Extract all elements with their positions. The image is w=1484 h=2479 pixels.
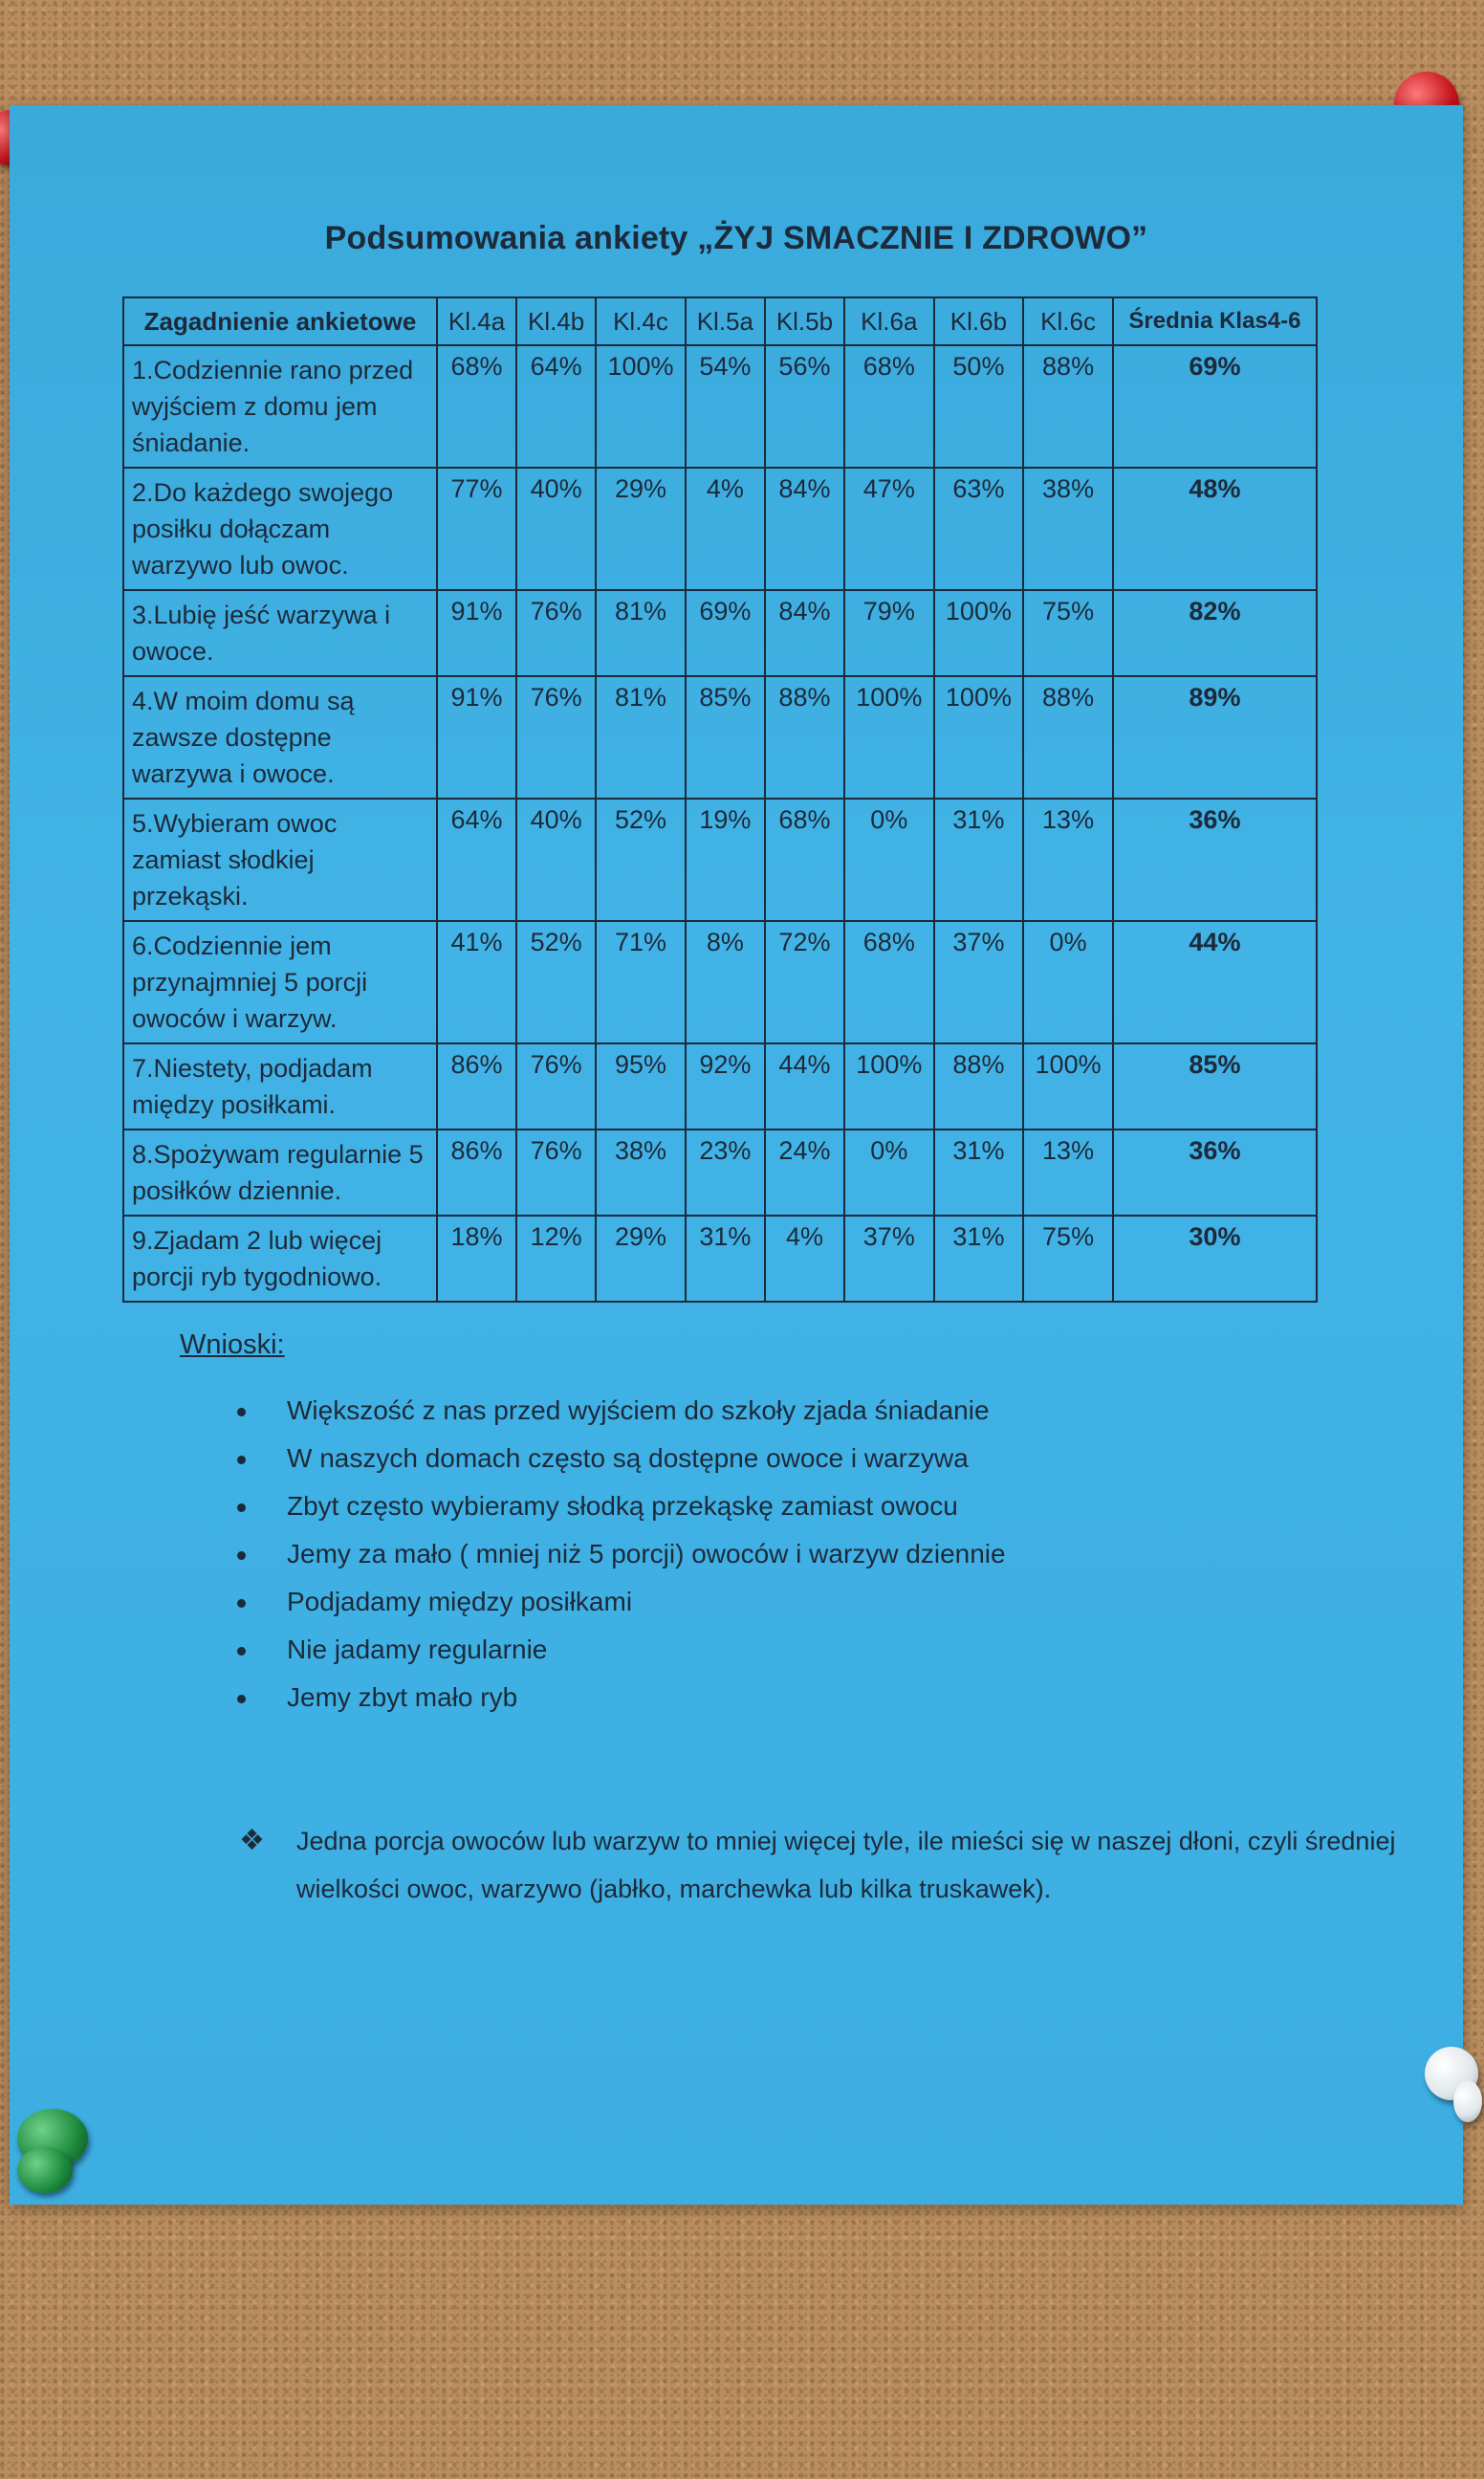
question-cell: 5.Wybieram owoc zamiast słodkiej przekąski. <box>123 799 437 921</box>
value-cell: 23% <box>686 1130 765 1216</box>
value-cell: 31% <box>686 1216 765 1302</box>
value-cell: 100% <box>596 345 686 468</box>
value-cell: 75% <box>1023 1216 1113 1302</box>
value-cell: 100% <box>844 676 934 799</box>
value-cell: 50% <box>934 345 1024 468</box>
list-item: Większość z nas przed wyjściem do szkoły zjada śniadanie <box>287 1387 1006 1435</box>
table-row <box>123 799 1317 921</box>
value-cell: 76% <box>516 590 596 676</box>
value-cell: 81% <box>596 676 686 799</box>
value-cell: 4% <box>765 1216 844 1302</box>
value-cell: 31% <box>934 1216 1024 1302</box>
question-cell: 2.Do każdego swojego posiłku dołączam warzywo lub owoc. <box>123 468 437 590</box>
value-cell: 88% <box>765 676 844 799</box>
value-cell: 64% <box>516 345 596 468</box>
list-item: Podjadamy między posiłkami <box>287 1578 1006 1626</box>
value-cell: 71% <box>596 921 686 1043</box>
value-cell: 12% <box>516 1216 596 1302</box>
question-cell: 6.Codziennie jem przynajmniej 5 porcji owoców i warzyw. <box>123 921 437 1043</box>
value-cell: 91% <box>437 676 516 799</box>
question-cell: 7.Niestety, podjadam między posiłkami. <box>123 1043 437 1130</box>
question-cell: 4.W moim domu są zawsze dostępne warzywa i owoce. <box>123 676 437 799</box>
white-pushpin-icon <box>1453 2080 1482 2122</box>
survey-results-table <box>122 296 1318 1303</box>
table-row <box>123 590 1317 676</box>
value-cell: 64% <box>437 799 516 921</box>
conclusions-list <box>182 1387 1006 1722</box>
list-item: Nie jadamy regularnie <box>287 1626 1006 1674</box>
value-cell: 29% <box>596 468 686 590</box>
value-cell: 92% <box>686 1043 765 1130</box>
value-cell: 84% <box>765 590 844 676</box>
conclusions-heading: Wnioski: <box>180 1329 285 1360</box>
value-cell: 86% <box>437 1130 516 1216</box>
value-cell: 68% <box>765 799 844 921</box>
value-cell: 68% <box>844 921 934 1043</box>
value-cell: 40% <box>516 468 596 590</box>
value-cell: 100% <box>934 676 1024 799</box>
value-cell: 54% <box>686 345 765 468</box>
value-cell: 37% <box>844 1216 934 1302</box>
value-cell: 52% <box>596 799 686 921</box>
table-row <box>123 921 1317 1043</box>
value-cell: 91% <box>437 590 516 676</box>
average-cell: 89% <box>1113 676 1317 799</box>
question-cell: 1.Codziennie rano przed wyjściem z domu jem śniadanie. <box>123 345 437 468</box>
value-cell: 40% <box>516 799 596 921</box>
value-cell: 76% <box>516 1130 596 1216</box>
list-item: Jemy zbyt mało ryb <box>287 1674 1006 1722</box>
value-cell: 88% <box>1023 676 1113 799</box>
table-row <box>123 345 1317 468</box>
average-cell: 36% <box>1113 799 1317 921</box>
value-cell: 56% <box>765 345 844 468</box>
survey-poster <box>10 105 1463 2205</box>
note-text: Jedna porcja owoców lub warzyw to mniej więcej tyle, ile mieści się w naszej dłoni, czyli średniej wielkości owoc, warzywo (jabłko, marchewka lub kilka truskawek). <box>296 1827 1396 1903</box>
value-cell: 72% <box>765 921 844 1043</box>
value-cell: 69% <box>686 590 765 676</box>
header-class: Kl.6c <box>1023 297 1113 345</box>
table-row <box>123 1130 1317 1216</box>
average-cell: 69% <box>1113 345 1317 468</box>
question-cell: 9.Zjadam 2 lub więcej porcji ryb tygodniowo. <box>123 1216 437 1302</box>
value-cell: 37% <box>934 921 1024 1043</box>
value-cell: 100% <box>844 1043 934 1130</box>
table-body <box>123 345 1317 1302</box>
value-cell: 38% <box>596 1130 686 1216</box>
value-cell: 29% <box>596 1216 686 1302</box>
value-cell: 52% <box>516 921 596 1043</box>
value-cell: 77% <box>437 468 516 590</box>
value-cell: 24% <box>765 1130 844 1216</box>
table-row <box>123 1043 1317 1130</box>
list-item: W naszych domach często są dostępne owoce i warzywa <box>287 1435 1006 1482</box>
value-cell: 88% <box>1023 345 1113 468</box>
value-cell: 79% <box>844 590 934 676</box>
value-cell: 81% <box>596 590 686 676</box>
table-row <box>123 1216 1317 1302</box>
value-cell: 0% <box>1023 921 1113 1043</box>
value-cell: 0% <box>844 1130 934 1216</box>
portion-note <box>239 1817 1396 1913</box>
value-cell: 68% <box>437 345 516 468</box>
value-cell: 13% <box>1023 799 1113 921</box>
value-cell: 76% <box>516 1043 596 1130</box>
value-cell: 38% <box>1023 468 1113 590</box>
value-cell: 86% <box>437 1043 516 1130</box>
list-item: Jemy za mało ( mniej niż 5 porcji) owoców i warzyw dziennie <box>287 1530 1006 1578</box>
table-header-row <box>123 297 1317 345</box>
value-cell: 44% <box>765 1043 844 1130</box>
value-cell: 63% <box>934 468 1024 590</box>
value-cell: 100% <box>934 590 1024 676</box>
header-class: Kl.6b <box>934 297 1024 345</box>
table-row <box>123 676 1317 799</box>
value-cell: 31% <box>934 799 1024 921</box>
question-cell: 3.Lubię jeść warzywa i owoce. <box>123 590 437 676</box>
green-pushpin-icon <box>17 2147 73 2193</box>
average-cell: 82% <box>1113 590 1317 676</box>
header-class: Kl.6a <box>844 297 934 345</box>
value-cell: 68% <box>844 345 934 468</box>
value-cell: 41% <box>437 921 516 1043</box>
table-row <box>123 468 1317 590</box>
value-cell: 31% <box>934 1130 1024 1216</box>
value-cell: 95% <box>596 1043 686 1130</box>
value-cell: 19% <box>686 799 765 921</box>
value-cell: 100% <box>1023 1043 1113 1130</box>
header-class: Kl.4a <box>437 297 516 345</box>
value-cell: 85% <box>686 676 765 799</box>
value-cell: 8% <box>686 921 765 1043</box>
average-cell: 85% <box>1113 1043 1317 1130</box>
value-cell: 0% <box>844 799 934 921</box>
header-class: Kl.5a <box>686 297 765 345</box>
question-cell: 8.Spożywam regularnie 5 posiłków dziennie. <box>123 1130 437 1216</box>
value-cell: 75% <box>1023 590 1113 676</box>
value-cell: 47% <box>844 468 934 590</box>
value-cell: 13% <box>1023 1130 1113 1216</box>
diamond-bullet-icon: ❖ <box>239 1825 265 1856</box>
header-class: Kl.4c <box>596 297 686 345</box>
header-class: Kl.5b <box>765 297 844 345</box>
list-item: Zbyt często wybieramy słodką przekąskę zamiast owocu <box>287 1482 1006 1530</box>
header-question: Zagadnienie ankietowe <box>123 297 437 345</box>
header-class: Kl.4b <box>516 297 596 345</box>
value-cell: 18% <box>437 1216 516 1302</box>
poster-title: Podsumowania ankiety „ŻYJ SMACZNIE I ZDROWO” <box>324 220 1148 256</box>
average-cell: 30% <box>1113 1216 1317 1302</box>
value-cell: 84% <box>765 468 844 590</box>
value-cell: 88% <box>934 1043 1024 1130</box>
header-average: Średnia Klas4-6 <box>1113 297 1317 345</box>
value-cell: 76% <box>516 676 596 799</box>
value-cell: 4% <box>686 468 765 590</box>
average-cell: 36% <box>1113 1130 1317 1216</box>
average-cell: 48% <box>1113 468 1317 590</box>
average-cell: 44% <box>1113 921 1317 1043</box>
